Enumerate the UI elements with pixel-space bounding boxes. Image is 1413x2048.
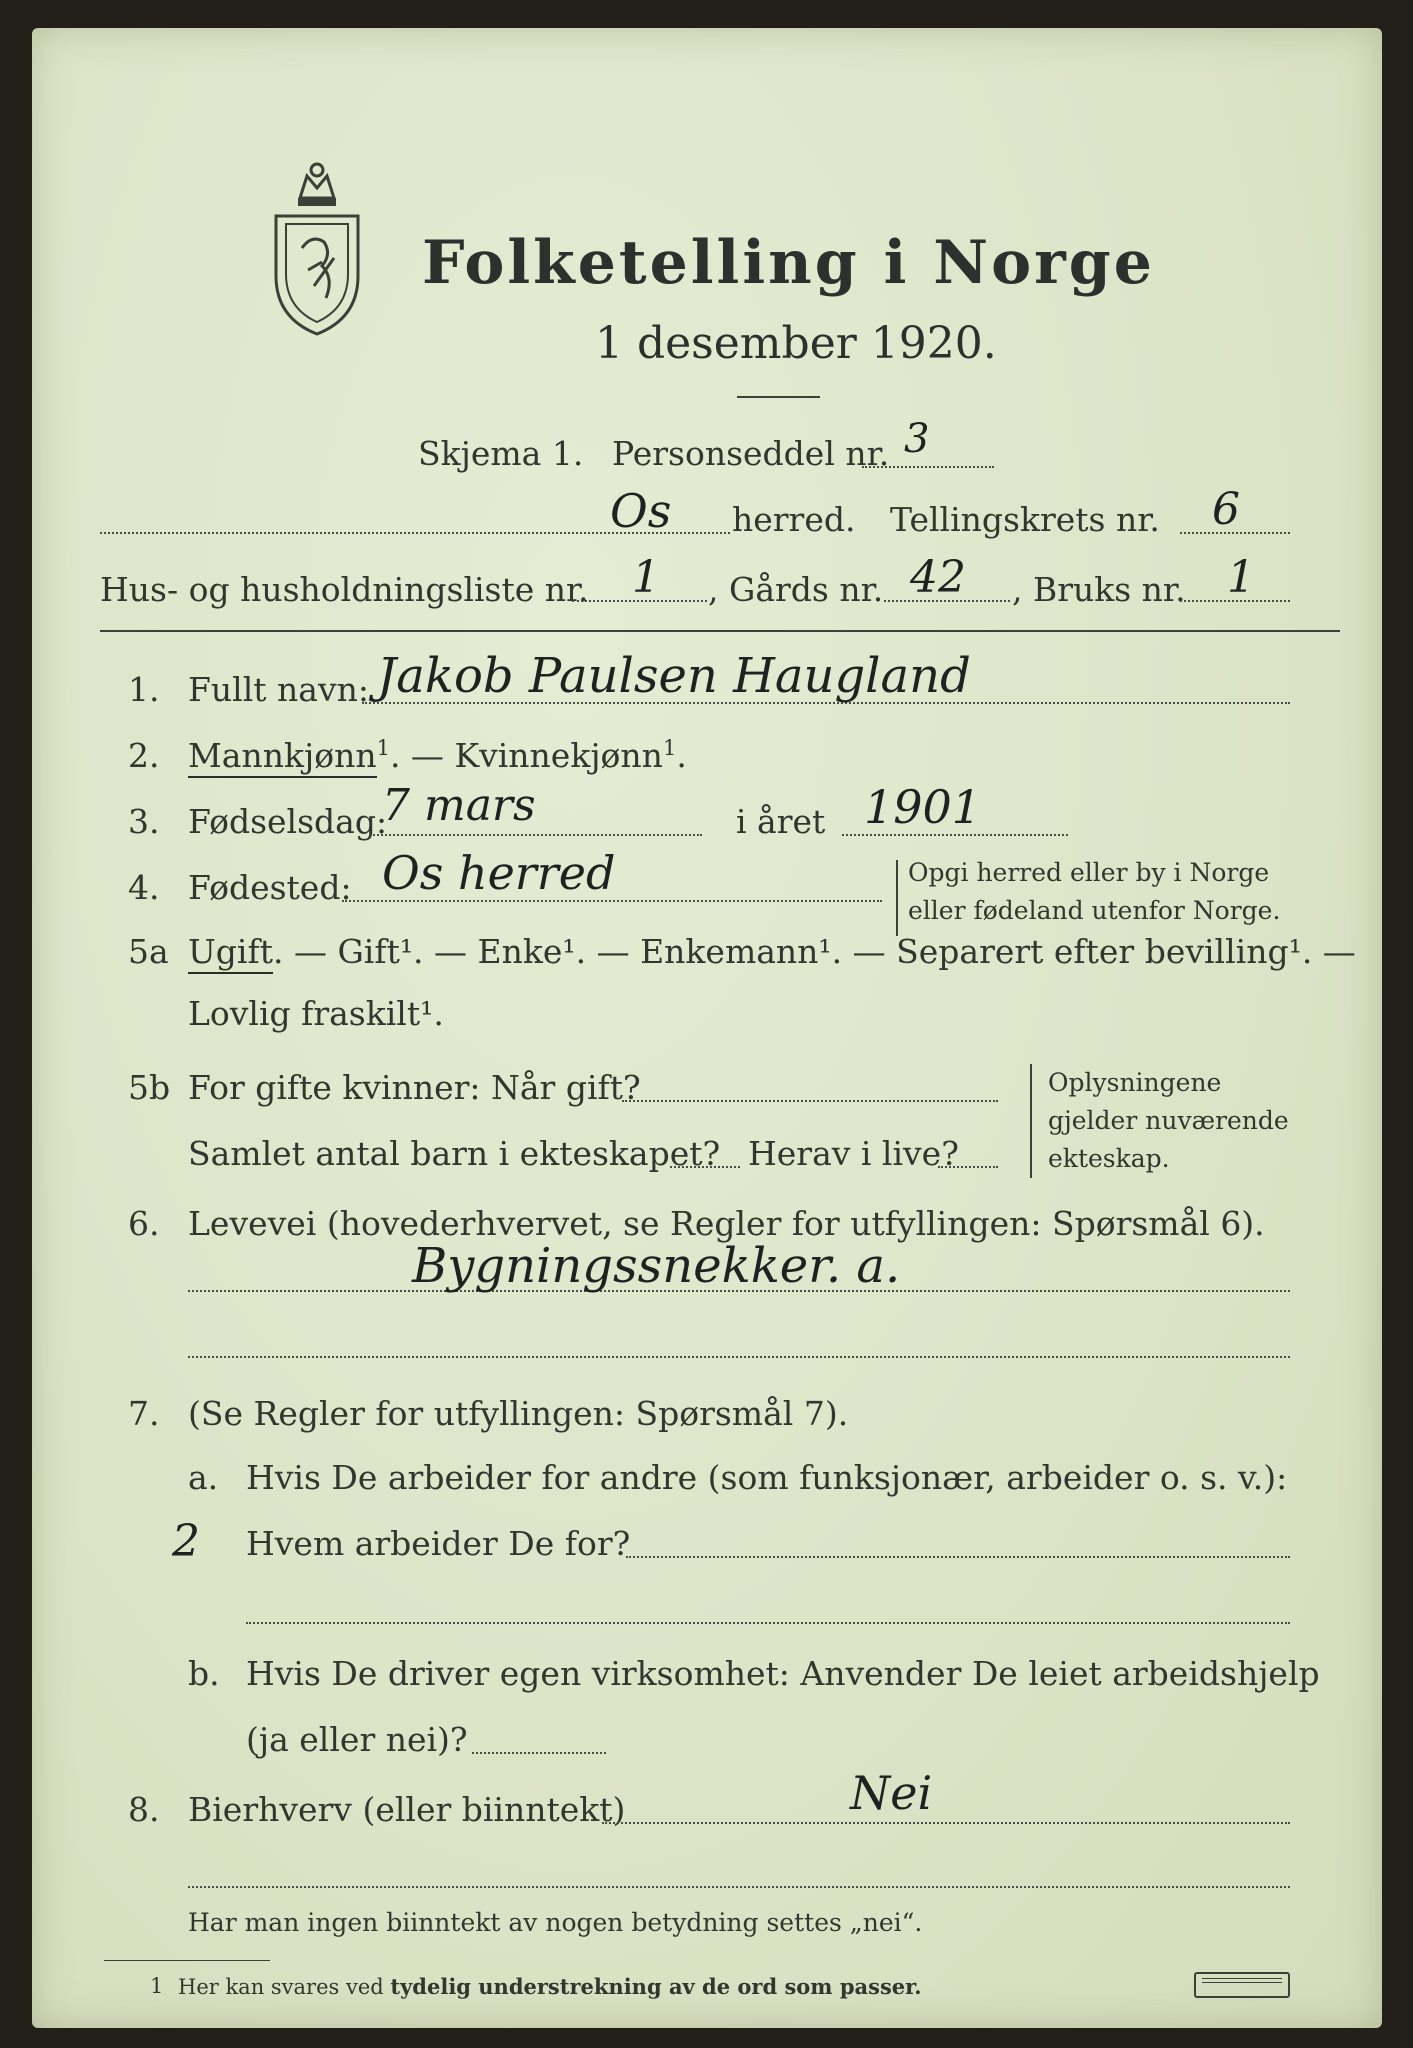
q3-year-label: i året xyxy=(736,802,826,841)
bruks-label: , Bruks nr. xyxy=(1012,570,1186,609)
q3-label: Fødselsdag: xyxy=(188,802,388,841)
q7b-field xyxy=(472,1752,606,1754)
q6-label: Levevei (hovederhvervet, se Regler for utfyllingen: Spørsmål 6). xyxy=(188,1204,1265,1243)
q3-number: 3. xyxy=(128,802,160,841)
coat-of-arms-icon xyxy=(262,158,372,338)
q5b-line1: For gifte kvinner: Når gift? xyxy=(188,1068,641,1107)
q2-female-option: Kvinnekjønn xyxy=(454,736,663,775)
q8-value: Nei xyxy=(850,1766,933,1820)
q5b-note-line1: Oplysningene xyxy=(1048,1068,1222,1097)
q1-value: Jakob Paulsen Haugland xyxy=(377,648,971,704)
q5b-line2b: Herav i live? xyxy=(748,1134,959,1173)
q2-end: . xyxy=(676,736,687,775)
q7b-label: Hvis De driver egen virksomhet: Anvender De leiet arbeidshjelp xyxy=(246,1654,1320,1693)
q7a-mark: 2 xyxy=(172,1516,200,1567)
title-divider xyxy=(737,396,820,398)
note-text: Har man ingen biinntekt av nogen betydning settes „nei“. xyxy=(188,1908,923,1937)
q5a-line2: Lovlig fraskilt¹. xyxy=(188,994,444,1033)
section-divider xyxy=(100,630,1340,632)
tellingskrets-label: Tellingskrets nr. xyxy=(890,500,1160,539)
q2-male-option: Mannkjønn xyxy=(188,736,377,778)
q4-field xyxy=(342,900,882,902)
q5a-options xyxy=(188,932,1356,971)
personseddel-label: Personseddel nr. xyxy=(612,434,890,473)
census-date: 1 desember 1920. xyxy=(595,318,997,369)
q6-value: Bygningssnekker. a. xyxy=(412,1238,901,1294)
footnote-text-a: Her kan svares ved xyxy=(178,1975,391,1999)
footnote-text-b: tydelig understrekning av de ord som passer. xyxy=(390,1974,922,1999)
footnote-divider xyxy=(104,1960,270,1961)
q5b-number: 5b xyxy=(128,1068,171,1107)
herred-value: Os xyxy=(610,484,672,538)
q7a-letter: a. xyxy=(188,1458,219,1497)
herred-label: herred. xyxy=(732,500,856,539)
q5b-children-field xyxy=(670,1166,740,1168)
q5a-number: 5a xyxy=(128,932,169,971)
hus-value: 1 xyxy=(632,552,660,603)
q3-year-field xyxy=(842,834,1068,836)
q7b-line2: (ja eller nei)? xyxy=(246,1720,468,1759)
q5a-ugift-option: Ugift xyxy=(188,932,273,974)
q2-footnote-ref-2: 1 xyxy=(662,736,677,760)
tellingskrets-value: 6 xyxy=(1212,484,1240,535)
q7a-question: Hvem arbeider De for? xyxy=(246,1524,631,1563)
q2-separator: . — xyxy=(389,736,455,775)
q5b-line2a: Samlet antal barn i ekteskapet? xyxy=(188,1134,721,1173)
q8-number: 8. xyxy=(128,1790,160,1829)
hus-label: Hus- og husholdningsliste nr. xyxy=(100,570,589,609)
q3-date-field xyxy=(370,834,702,836)
census-form-sheet xyxy=(32,28,1382,2028)
schema-label: Skjema 1. xyxy=(418,434,584,473)
q7b-letter: b. xyxy=(188,1654,220,1693)
q1-label: Fullt navn: xyxy=(188,670,369,709)
q4-note-brace xyxy=(896,860,898,936)
footnote-marker: 1 xyxy=(150,1974,164,1998)
q6-number: 6. xyxy=(128,1204,160,1243)
personseddel-field xyxy=(862,466,994,468)
q5b-note-line3: ekteskap. xyxy=(1048,1144,1170,1173)
q4-label: Fødested: xyxy=(188,868,352,907)
q7-label: (Se Regler for utfyllingen: Spørsmål 7). xyxy=(188,1394,849,1433)
q5b-married-field xyxy=(622,1100,998,1102)
q3-value: 7 mars xyxy=(382,780,536,831)
q4-note-line1: Opgi herred eller by i Norge xyxy=(908,858,1270,887)
bruks-value: 1 xyxy=(1227,552,1255,603)
gards-value: 42 xyxy=(910,552,966,603)
q8-field xyxy=(602,1822,1290,1824)
printer-stamp xyxy=(1194,1972,1290,1998)
q2-number: 2. xyxy=(128,736,160,775)
personseddel-value: 3 xyxy=(904,416,930,462)
q7-number: 7. xyxy=(128,1394,160,1433)
q4-note-line2: eller fødeland utenfor Norge. xyxy=(908,896,1281,925)
q4-value: Os herred xyxy=(382,846,616,900)
q8-label: Bierhverv (eller biinntekt) xyxy=(188,1790,626,1829)
q7a-field-2 xyxy=(246,1622,1290,1624)
q5b-note-brace xyxy=(1030,1064,1032,1178)
q4-number: 4. xyxy=(128,868,160,907)
q7a-field xyxy=(626,1556,1290,1558)
q2-options xyxy=(188,736,687,775)
q8-field-2 xyxy=(188,1886,1290,1888)
q5b-note-line2: gjelder nuværende xyxy=(1048,1106,1289,1135)
q7a-label: Hvis De arbeider for andre (som funksjonær, arbeider o. s. v.): xyxy=(246,1458,1288,1497)
q3-year-value: 1901 xyxy=(864,780,982,834)
form-title: Folketelling i Norge xyxy=(422,228,1155,298)
q5a-other-options: . — Gift¹. — Enke¹. — Enkemann¹. — Separert efter bevilling¹. — xyxy=(272,932,1356,971)
q6-field-2 xyxy=(188,1356,1290,1358)
footnote-text xyxy=(178,1974,922,1999)
gards-label: , Gårds nr. xyxy=(708,570,884,609)
q5b-alive-field xyxy=(938,1166,998,1168)
q2-footnote-ref-1: 1 xyxy=(376,736,390,760)
q1-number: 1. xyxy=(128,670,160,709)
